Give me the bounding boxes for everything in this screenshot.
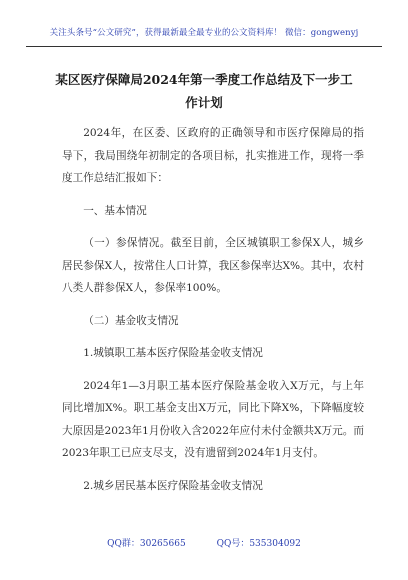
intro-paragraph: 2024年，在区委、区政府的正确领导和市医疗保障局的指导下，我局围绕年初制定的各项目标，扎实推进工作，现将一季度工作总结汇报如下： (62, 127, 364, 184)
insurance-paragraph: （一）参保情况。截至目前，全区城镇职工参保X人，城乡居民参保X人，按常住人口计算，我区参保率达X%。其中，农村八类人群参保X人，参保率100%。 (62, 237, 364, 294)
footer-contact (0, 536, 408, 549)
document-body (62, 122, 364, 497)
section-heading-basic: 一、基本情况 (83, 204, 147, 217)
header-divider (26, 46, 382, 47)
subsection-heading-urban-employee: 1.城镇职工基本医疗保险基金收支情况 (83, 347, 263, 359)
fund-paragraph: 2024年1—3月职工基本医疗保险基金收入X万元，与上年同比增加X%。职工基金支出X万元，同比下降X%，下降幅度较大原因是2023年1月份收入含2022年应付未付金额共X万元。而2023年职工已应支尽支，没有遗留到2024年1月支付。 (62, 379, 364, 459)
document-title: 某区医疗保障局2024年第一季度工作总结及下一步工作计划 (55, 72, 353, 110)
subsection-heading-fund: （二）基金收支情况 (83, 314, 179, 327)
header-note: 关注头条号“公文研究”，获得最新最全最专业的公文资料库！ 微信：gongwenyj (49, 28, 359, 38)
footer-qq-number: QQ号：535304092 (216, 539, 301, 549)
footer-qq-group: QQ群：30265665 (107, 539, 186, 549)
subsection-heading-urban-rural: 2.城乡居民基本医疗保险基金收支情况 (83, 479, 263, 492)
